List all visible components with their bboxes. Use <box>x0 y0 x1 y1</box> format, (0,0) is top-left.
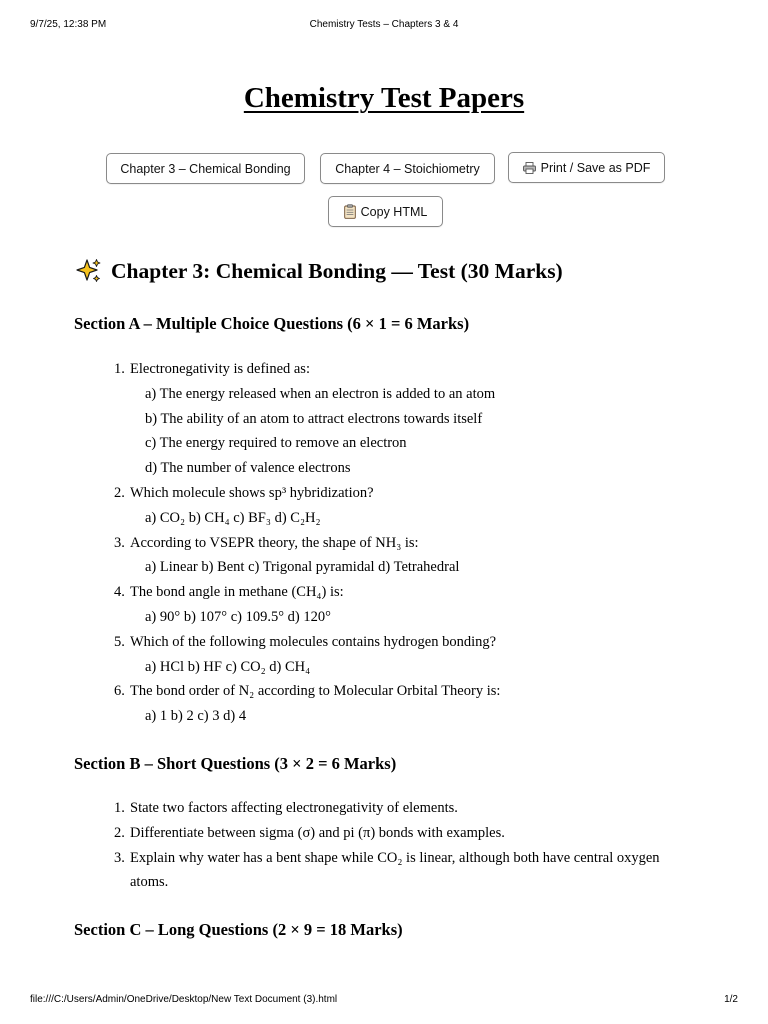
option: a) 90° <box>145 608 181 625</box>
options-row <box>130 655 500 680</box>
option: b) The ability of an atom to attract electrons towards itself <box>145 410 483 427</box>
print-doc-title: Chemistry Tests – Chapters 3 & 4 <box>309 19 459 30</box>
question-number: 2. <box>114 824 125 841</box>
chapter-3-button[interactable] <box>106 153 305 184</box>
option: b) Bent <box>201 559 245 576</box>
chapter-3-heading <box>75 257 563 285</box>
print-footer <box>30 994 738 1008</box>
question-text: State two factors affecting electronegativity of elements. <box>130 800 458 816</box>
list-item <box>114 796 690 821</box>
options-row <box>130 555 500 580</box>
question-text: The bond angle in methane (CH₄) is: <box>130 584 344 601</box>
question-number: 1. <box>114 361 125 377</box>
question-text: Electronegativity is defined as: <box>130 361 310 377</box>
list-item <box>114 580 500 630</box>
option: d) The number of valence electrons <box>145 460 351 477</box>
option: a) Linear <box>145 559 198 576</box>
option: c) Trigonal pyramidal <box>248 559 375 576</box>
question-text: According to VSEPR theory, the shape of NH₃ is: <box>130 534 419 551</box>
option: c) The energy required to remove an electron <box>145 435 407 452</box>
question-text: Which of the following molecules contains hydrogen bonding? <box>130 633 497 650</box>
question-text: Which molecule shows sp³ hybridization? <box>130 484 374 501</box>
copy-html-button-label: Copy HTML <box>360 204 428 219</box>
question-text: Differentiate between sigma (σ) and pi (π) bonds with examples. <box>130 824 505 841</box>
option: d) Tetrahedral <box>378 559 460 576</box>
option: d) 120° <box>287 608 331 625</box>
section-b-heading: Section B – Short Questions (3 × 2 = 6 Marks) <box>74 754 397 773</box>
print-pdf-button[interactable] <box>508 152 665 183</box>
mcq-list <box>114 357 501 729</box>
question-number: 4. <box>114 584 125 601</box>
section-a-heading: Section A – Multiple Choice Questions (6 × 1 = 6 Marks) <box>74 314 470 333</box>
question-number: 1. <box>114 800 125 816</box>
print-header <box>30 19 738 33</box>
option: a) HCl <box>145 658 185 675</box>
chapter-4-button[interactable] <box>320 153 495 184</box>
list-item <box>114 846 690 896</box>
copy-html-button[interactable] <box>328 196 443 227</box>
option: c) 3 <box>197 708 220 725</box>
question-number: 3. <box>114 534 125 551</box>
page-title: Chemistry Test Papers <box>243 82 525 114</box>
print-file-path: file:///C:/Users/Admin/OneDrive/Desktop/New Text Document (3).html <box>30 994 338 1005</box>
chapter-3-heading-text: Chapter 3: Chemical Bonding — Test (30 Marks) <box>111 258 563 283</box>
list-item <box>114 481 500 531</box>
option: b) 107° <box>183 608 228 625</box>
options-row <box>130 704 500 729</box>
sparkles-icon <box>75 257 103 285</box>
list-item <box>114 679 501 729</box>
question-number: 5. <box>114 633 125 650</box>
print-pdf-button-label: Print / Save as PDF <box>540 160 651 175</box>
list-item <box>114 357 500 481</box>
chapter-4-button-label: Chapter 4 – Stoichiometry <box>335 161 480 176</box>
option: d) 4 <box>223 708 247 725</box>
question-number: 6. <box>114 683 125 700</box>
list-item <box>114 821 690 846</box>
options-row <box>130 605 500 630</box>
option: a) CO₂ <box>145 509 186 526</box>
question-text: The bond order of N₂ according to Molecular Orbital Theory is: <box>130 683 501 700</box>
option: c) CO₂ <box>225 658 266 675</box>
option: c) 109.5° <box>230 608 285 625</box>
option: d) CH₄ <box>269 658 311 675</box>
option: a) 1 <box>145 708 168 725</box>
question-number: 2. <box>114 484 125 501</box>
option: b) HF <box>187 658 222 675</box>
option: a) The energy released when an electron is added to an atom <box>145 385 496 402</box>
list-item <box>114 630 500 680</box>
clipboard-icon <box>344 204 356 219</box>
list-item <box>114 531 500 581</box>
option: c) BF₃ <box>233 509 271 526</box>
options-row <box>130 506 500 531</box>
option: b) 2 <box>170 708 194 725</box>
option: d) C₂H₂ <box>274 509 321 526</box>
print-page-number: 1/2 <box>724 994 738 1005</box>
printer-icon <box>523 161 536 175</box>
short-questions-list <box>114 796 690 895</box>
question-number: 3. <box>114 849 125 866</box>
option: b) CH₄ <box>188 509 230 526</box>
chapter-3-button-label: Chapter 3 – Chemical Bonding <box>120 161 291 176</box>
print-datetime: 9/7/25, 12:38 PM <box>30 19 107 30</box>
section-c-heading: Section C – Long Questions (2 × 9 = 18 Marks) <box>74 920 403 939</box>
question-text: Explain why water has a bent shape while CO₂ is linear, although both have central oxygen atoms. <box>130 849 660 891</box>
